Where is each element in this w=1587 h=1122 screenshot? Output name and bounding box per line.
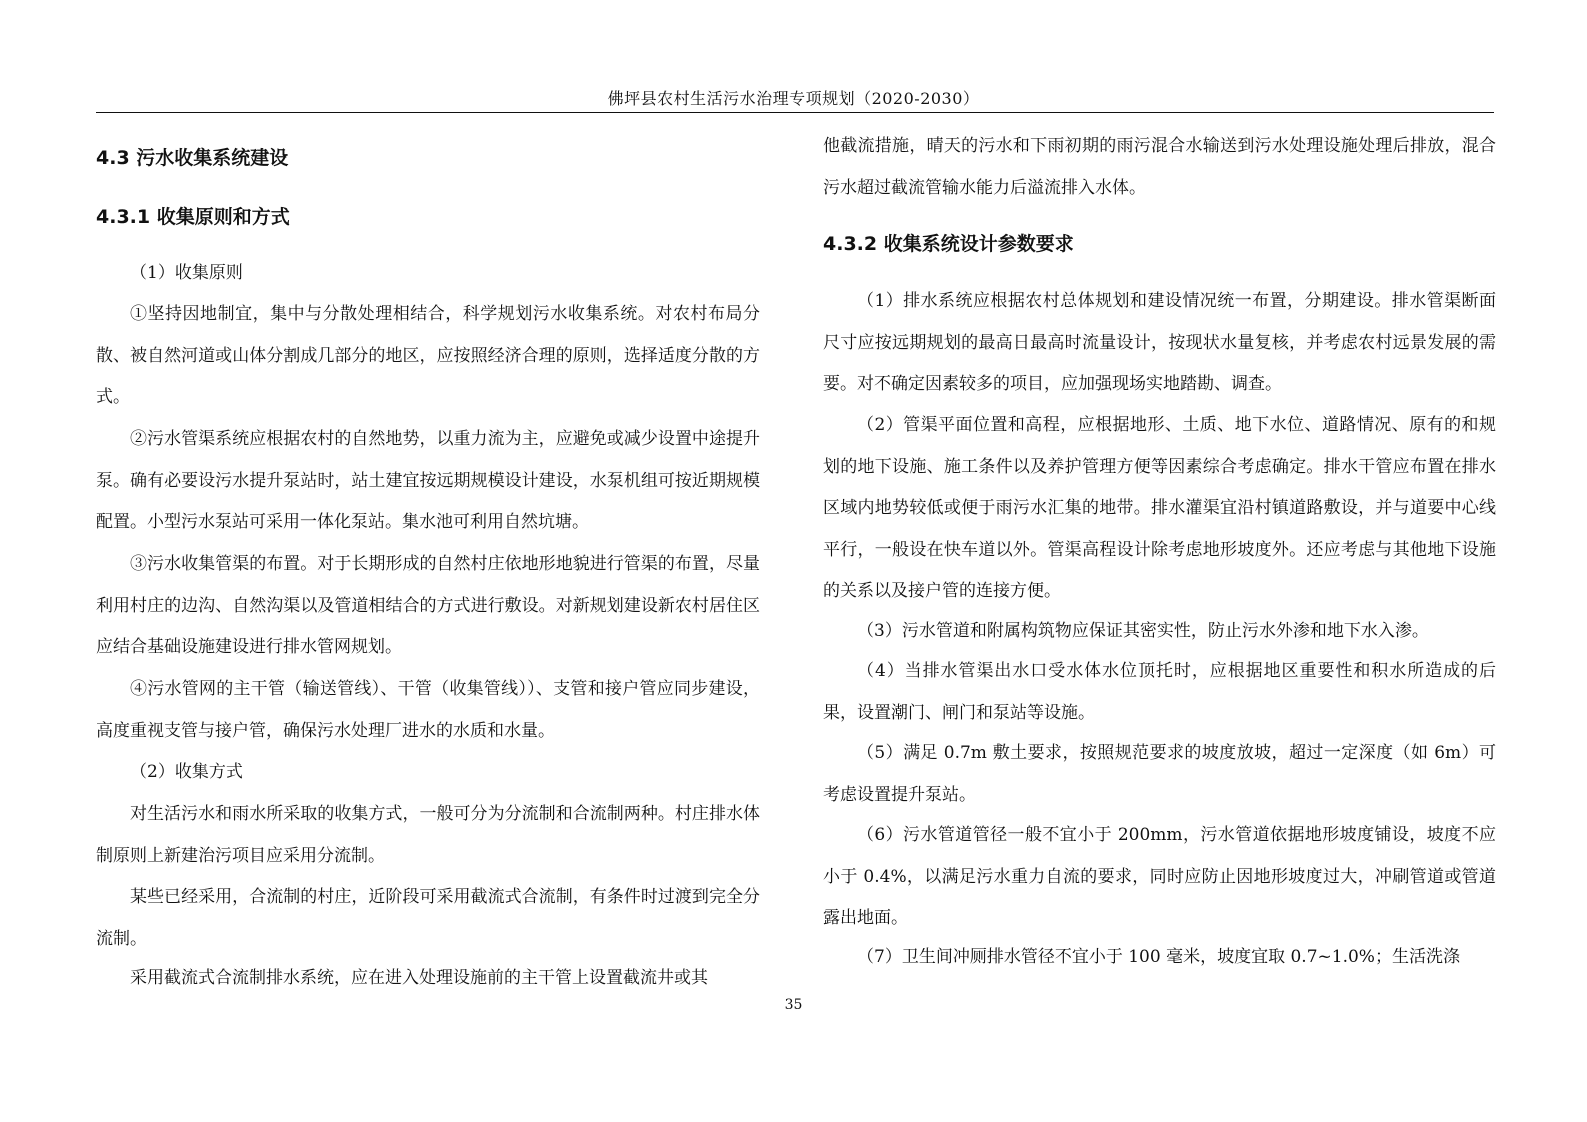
list-item-7: （7）卫生间冲厕排水管径不宜小于 100 毫米，坡度宜取 0.7~1.0%；生活洗涤 [857,947,1460,967]
list-item-6: （6）污水管道管径一般不宜小于 200mm，污水管道依据地形坡度铺设，坡度不应小于 0.4%，以满足污水重力自流的要求，同时应防止因地形坡度过大，冲刷管道或管道露出地面。 [823,825,1496,928]
page-number: 35 [784,997,803,1013]
paragraph-method-3: 采用截流式合流制排水系统，应在进入处理设施前的主干管上设置截流井或其 [130,968,708,988]
subsection-title: 4.3.1 收集原则和方式 [96,206,290,228]
list-item-3: （3）污水管道和附属构筑物应保证其密实性，防止污水外渗和地下水入渗。 [857,621,1429,641]
paragraph-method-1: 对生活污水和雨水所采取的收集方式，一般可分为分流制和合流制两种。村庄排水体制原则上新建治污项目应采用分流制。 [96,804,760,866]
list-item-1: （1）排水系统应根据农村总体规划和建设情况统一布置，分期建设。排水管渠断面尺寸应按远期规划的最高日最高时流量设计，按现状水量复核，并考虑农村远景发展的需要。对不确定因素较多的项目，应加强现场实地踏勘、调查。 [823,291,1496,394]
paragraph-principle-4: ④污水管网的主干管（输送管线）、干管（收集管线））、支管和接户管应同步建设，高度重视支管与接户管，确保污水处理厂进水的水质和水量。 [96,679,760,741]
paragraph-method-2: 某些已经采用，合流制的村庄，近阶段可采用截流式合流制，有条件时过渡到完全分流制。 [96,887,760,949]
subsection-title-design-parameters: 4.3.2 收集系统设计参数要求 [823,233,1074,255]
list-item-2: （2）管渠平面位置和高程，应根据地形、土质、地下水位、道路情况、原有的和规划的地下设施、施工条件以及养护管理方便等因素综合考虑确定。排水干管应布置在排水区域内地势较低或便于雨污水汇集的地带。排水灌渠宜沿村镇道路敷设，并与道要中心线平行，一般设在快车道以外。管渠高程设计除考虑地形坡度外。还应考虑与其他地下设施的关系以及接户管的连接方便。 [823,415,1496,601]
list-item-4: （4）当排水管渠出水口受水体水位顶托时，应根据地区重要性和积水所造成的后果，设置潮门、闸门和泵站等设施。 [823,661,1496,723]
document-header-title: 佛坪县农村生活污水治理专项规划（2020-2030） [607,89,980,108]
paragraph-principle-3: ③污水收集管渠的布置。对于长期形成的自然村庄依地形地貌进行管渠的布置，尽量利用村庄的边沟、自然沟渠以及管道相结合的方式进行敷设。对新规划建设新农村居住区应结合基础设施建设进行排水管网规划。 [96,554,760,657]
section-title: 4.3 污水收集系统建设 [96,147,289,169]
paragraph-principle-1: ①坚持因地制宜，集中与分散处理相结合，科学规划污水收集系统。对农村布局分散、被自然河道或山体分割成几部分的地区，应按照经济合理的原则，选择适度分散的方式。 [96,304,760,407]
sub-heading-collection-principles: （1）收集原则 [130,263,243,283]
paragraph-principle-2: ②污水管渠系统应根据农村的自然地势，以重力流为主，应避免或减少设置中途提升泵。确有必要设污水提升泵站时，站土建宜按远期规模设计建设，水泵机组可按近期规模配置。小型污水泵站可采用一体化泵站。集水池可利用自然坑塘。 [96,429,760,532]
paragraph-continued: 他截流措施，晴天的污水和下雨初期的雨污混合水输送到污水处理设施处理后排放，混合污水超过截流管输水能力后溢流排入水体。 [823,136,1496,198]
sub-heading-collection-methods: （2）收集方式 [130,762,243,782]
list-item-5: （5）满足 0.7m 敷土要求，按照规范要求的坡度放坡，超过一定深度（如 6m）可考虑设置提升泵站。 [823,743,1496,805]
header-divider [96,112,1494,113]
